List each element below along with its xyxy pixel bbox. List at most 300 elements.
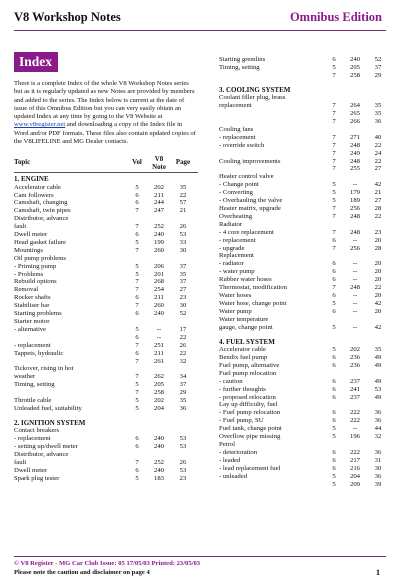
index-topic: - replacement — [14, 435, 51, 443]
intro-text-after-link: and downloading a copy of the Index file in Word and/or PDF formats. These files also contain updated copies of the V8LIFELINE and MG Dealer contacts. — [14, 121, 196, 145]
index-page: 57 — [179, 199, 187, 207]
index-note: 241 — [349, 385, 361, 393]
index-topic: Water pump — [219, 307, 252, 315]
index-page: 28 — [374, 244, 382, 252]
index-page: 32 — [374, 433, 382, 441]
index-topic: - unleaded — [219, 472, 248, 480]
index-topic: Mountings — [14, 246, 43, 254]
index-topic — [219, 118, 323, 126]
page-header — [14, 8, 386, 31]
index-note: 204 — [349, 472, 361, 480]
index-page: 30 — [179, 246, 187, 254]
index-topic: - water pump — [219, 268, 255, 276]
index-page: 37 — [374, 63, 382, 71]
index-topic: Accelerator cable — [14, 183, 61, 191]
index-note: 205 — [153, 381, 165, 389]
index-note: -- — [352, 323, 358, 331]
index-note — [345, 173, 365, 181]
index-row — [219, 189, 391, 197]
index-note: -- — [352, 268, 358, 276]
index-row — [219, 150, 391, 158]
index-topic: Starting gremlins — [219, 56, 266, 63]
index-vol — [126, 365, 148, 373]
index-row — [219, 386, 391, 394]
index-vol: 7 — [332, 149, 336, 157]
index-vol: 6 — [135, 443, 139, 451]
index-page: 53 — [179, 443, 187, 451]
index-vol: 5 — [135, 238, 139, 246]
index-row — [219, 126, 391, 134]
index-row — [14, 223, 198, 231]
index-topic: - deterioration — [219, 448, 258, 456]
index-topic: Rocker shafts — [14, 294, 51, 302]
index-note: 251 — [153, 341, 165, 349]
index-page: 37 — [179, 262, 187, 270]
index-topic: - Priming pump — [14, 262, 57, 270]
index-vol: 7 — [135, 286, 139, 294]
index-topic: Bendix fuel pump — [219, 354, 268, 361]
index-page: 36 — [374, 417, 382, 425]
index-topic: Oil pump problems — [14, 254, 67, 262]
index-page — [365, 370, 391, 378]
index-vol — [323, 173, 345, 181]
index-topic — [219, 165, 323, 173]
index-row — [14, 239, 198, 247]
index-note: 216 — [349, 464, 361, 472]
index-topic: Heater matrix, upgrade — [219, 205, 281, 212]
index-row — [14, 263, 198, 271]
index-row — [14, 381, 198, 389]
index-note: 237 — [349, 377, 361, 385]
index-page: 36 — [179, 404, 187, 412]
index-note: 240 — [349, 56, 361, 63]
index-note: 240 — [153, 467, 165, 474]
index-row — [219, 197, 391, 205]
index-row — [219, 449, 391, 457]
index-row — [219, 252, 391, 260]
index-topic: - 4 core replacement — [219, 228, 274, 236]
index-vol: 5 — [332, 181, 336, 189]
index-row — [14, 365, 198, 373]
footer-disclaimer-note: Please note the caution and disclaimer on page 4 — [14, 569, 150, 576]
index-page: 22 — [179, 349, 187, 357]
index-note: -- — [352, 276, 358, 284]
index-note: 261 — [153, 357, 165, 365]
index-row — [14, 443, 198, 451]
index-page — [365, 94, 391, 102]
index-vol: 7 — [332, 133, 336, 141]
index-row — [14, 207, 198, 215]
index-row — [219, 354, 391, 362]
index-vol: 5 — [135, 381, 139, 389]
header-divider — [14, 172, 198, 173]
index-note: 237 — [349, 393, 361, 401]
index-page: 35 — [374, 110, 382, 118]
index-topic: - radiator — [219, 260, 244, 268]
index-note — [148, 451, 170, 459]
index-note: 240 — [153, 435, 165, 443]
index-row — [14, 342, 198, 350]
index-topic — [219, 150, 323, 158]
index-vol: 7 — [332, 71, 336, 79]
index-vol: 6 — [332, 56, 336, 63]
index-page: 30 — [374, 464, 382, 472]
index-note: 211 — [154, 294, 164, 302]
index-row — [14, 184, 198, 192]
index-row — [219, 142, 391, 150]
index-page: 31 — [374, 456, 382, 464]
index-row — [14, 397, 198, 405]
col-header-topic: Topic — [14, 159, 31, 166]
index-note: 222 — [349, 448, 361, 456]
index-page: 35 — [374, 346, 382, 354]
index-vol: 6 — [332, 464, 336, 472]
index-note: 211 — [154, 191, 164, 199]
index-topic: Camshaft, twin pipes — [14, 207, 71, 215]
index-row — [219, 94, 391, 102]
index-vol: 5 — [332, 197, 336, 205]
index-page: 20 — [374, 260, 382, 268]
footer-copyright: © V8 Register - MG Car Club Issue: 05 17/05/03 Printed: 23/05/03 — [14, 560, 201, 567]
index-vol: 7 — [135, 246, 139, 254]
index-vol: 7 — [135, 357, 139, 365]
index-topic: - alternative — [14, 325, 47, 333]
index-page: 22 — [374, 284, 382, 292]
index-note: 201 — [153, 270, 165, 278]
index-row — [219, 110, 391, 118]
index-page: 36 — [374, 118, 382, 126]
index-topic: Water hoses — [219, 291, 252, 299]
index-row — [14, 231, 198, 239]
index-vol: 7 — [332, 102, 336, 110]
index-topic: - Converting — [219, 189, 253, 197]
index-topic: Head gasket failure — [14, 238, 66, 246]
index-note: 248 — [349, 284, 361, 292]
index-note: -- — [352, 236, 358, 244]
index-note: 252 — [153, 459, 165, 467]
index-page — [170, 451, 196, 459]
index-row — [14, 427, 198, 435]
index-vol — [323, 316, 345, 324]
index-row — [219, 308, 391, 316]
index-note: 236 — [349, 354, 361, 361]
index-topic: - further thoughts — [219, 385, 266, 393]
right-index-list — [219, 56, 391, 488]
index-vol: 5 — [332, 346, 336, 354]
index-row — [14, 389, 198, 397]
index-page: 26 — [179, 223, 187, 231]
index-page: 22 — [374, 141, 382, 149]
index-topic: Stabiliser bar — [14, 302, 50, 310]
index-note: 202 — [153, 397, 165, 405]
index-page: 53 — [179, 467, 187, 474]
page-number: 1 — [376, 568, 380, 577]
index-topic — [219, 110, 323, 118]
index-vol — [126, 318, 148, 326]
index-topic: Contact breakers — [14, 427, 60, 435]
index-topic: Petrol — [219, 440, 235, 448]
index-row — [219, 56, 391, 64]
index-vol: 5 — [332, 433, 336, 441]
index-note — [345, 316, 365, 324]
index-page: 22 — [179, 333, 187, 341]
index-topic: fault — [14, 223, 27, 231]
index-row — [219, 378, 391, 386]
index-row — [219, 417, 391, 425]
index-topic: Fuel pump, alternative — [219, 361, 280, 369]
index-vol: 7 — [135, 373, 139, 381]
index-vol — [323, 221, 345, 229]
index-page — [170, 255, 196, 263]
index-vol — [126, 215, 148, 223]
index-page: 49 — [374, 354, 382, 361]
index-note: 262 — [153, 373, 165, 381]
index-topic: - caution — [219, 377, 243, 385]
index-page: 22 — [374, 212, 382, 220]
index-page — [170, 318, 196, 326]
index-note: -- — [352, 307, 358, 315]
index-page: 27 — [179, 286, 187, 294]
index-note: 254 — [153, 286, 165, 294]
index-row — [14, 326, 198, 334]
index-topic — [14, 389, 126, 397]
index-row — [219, 481, 391, 489]
index-row — [219, 292, 391, 300]
index-vol: 5 — [135, 474, 139, 482]
index-page: 42 — [374, 299, 382, 307]
index-row — [14, 318, 198, 326]
index-note: 217 — [349, 456, 361, 464]
index-page: 22 — [374, 157, 382, 165]
index-page: 53 — [179, 231, 187, 239]
index-vol: 5 — [332, 299, 336, 307]
index-row — [14, 350, 198, 358]
index-topic: Fuel pump relocation — [219, 369, 277, 377]
index-vol — [126, 255, 148, 263]
index-vol: 5 — [135, 270, 139, 278]
index-row — [219, 425, 391, 433]
index-row — [14, 451, 198, 459]
index-topic: - proposed relocation — [219, 393, 276, 401]
index-page: 22 — [179, 191, 187, 199]
index-topic: - Change point — [219, 181, 259, 189]
index-note: 240 — [153, 231, 165, 239]
index-page: 53 — [374, 385, 382, 393]
index-topic — [219, 72, 323, 80]
index-vol: 7 — [332, 141, 336, 149]
index-vol: 5 — [332, 480, 336, 488]
section-heading: 4. FUEL SYSTEM — [219, 337, 275, 346]
index-vol: 6 — [135, 191, 139, 199]
index-page: 33 — [179, 238, 187, 246]
index-topic: Dwell meter — [14, 231, 48, 239]
index-row — [14, 405, 198, 413]
index-page: 26 — [179, 459, 187, 467]
header-title: V8 Workshop Notes — [14, 10, 121, 24]
index-row — [219, 300, 391, 308]
index-note: 248 — [349, 141, 361, 149]
index-vol: 7 — [332, 165, 336, 173]
index-vol: 6 — [332, 361, 336, 369]
index-note: 256 — [349, 205, 361, 212]
index-note — [148, 255, 170, 263]
index-vol: 5 — [135, 262, 139, 270]
index-row — [219, 205, 391, 213]
index-topic: Starting problems — [14, 310, 62, 318]
index-topic: Timing, setting — [219, 63, 260, 71]
index-row — [219, 465, 391, 473]
col-header-page: Page — [175, 159, 191, 166]
index-page: 21 — [179, 207, 187, 215]
index-row — [219, 284, 391, 292]
index-page: 42 — [374, 181, 382, 189]
index-page: 20 — [374, 276, 382, 284]
index-row — [219, 213, 391, 221]
index-vol: 6 — [135, 467, 139, 474]
left-index-list — [14, 174, 198, 483]
index-row — [14, 271, 198, 279]
index-vol: 7 — [332, 157, 336, 165]
index-topic: - Fuel pump, SU — [219, 417, 264, 425]
index-page: 23 — [374, 228, 382, 236]
index-page — [365, 221, 391, 229]
index-page — [365, 441, 391, 449]
index-topic — [219, 481, 323, 489]
index-page: 37 — [179, 381, 187, 389]
index-note: -- — [352, 291, 358, 299]
index-topic: - Fuel pump relocation — [219, 409, 281, 417]
index-row — [14, 215, 198, 223]
index-topic: Rubber water hoses — [219, 276, 272, 284]
index-row — [14, 358, 198, 366]
index-vol: 6 — [135, 310, 139, 318]
index-vol: 5 — [332, 425, 336, 433]
index-page: 23 — [179, 474, 187, 482]
index-topic: - override switch — [219, 141, 265, 149]
index-page: 36 — [374, 448, 382, 456]
index-page: 49 — [374, 393, 382, 401]
index-note — [345, 401, 365, 409]
index-vol: 5 — [135, 325, 139, 333]
index-vol: 5 — [332, 189, 336, 197]
index-row — [219, 473, 391, 481]
index-vol: 7 — [135, 389, 139, 397]
index-page: 39 — [374, 480, 382, 488]
index-note: 183 — [153, 474, 165, 482]
index-note — [148, 318, 170, 326]
index-row — [219, 394, 391, 402]
index-vol: 6 — [135, 199, 139, 207]
index-note: 206 — [153, 262, 165, 270]
index-topic — [14, 358, 126, 366]
index-row — [219, 173, 391, 181]
index-page: 35 — [179, 397, 187, 405]
index-note: 202 — [153, 183, 165, 191]
index-note: 255 — [349, 165, 361, 173]
index-topic: Timing, setting — [14, 381, 55, 389]
index-note — [345, 126, 365, 134]
index-note: -- — [352, 425, 358, 433]
index-page: 29 — [179, 389, 187, 397]
index-note: 199 — [153, 238, 165, 246]
index-vol — [126, 451, 148, 459]
index-page: 20 — [374, 236, 382, 244]
index-row — [219, 276, 391, 284]
index-note: 256 — [349, 244, 361, 252]
index-note: 209 — [349, 480, 361, 488]
index-vol: 5 — [135, 397, 139, 405]
index-note: 211 — [154, 349, 164, 357]
index-note: 222 — [349, 409, 361, 417]
index-page: 53 — [179, 435, 187, 443]
index-row — [219, 316, 391, 324]
index-row — [219, 134, 391, 142]
index-row — [14, 302, 198, 310]
index-note: 258 — [153, 389, 165, 397]
index-row — [219, 118, 391, 126]
index-page: 20 — [374, 268, 382, 276]
index-row — [219, 457, 391, 465]
index-page: 23 — [179, 294, 187, 302]
index-topic: Fuel tank, change point — [219, 425, 282, 433]
index-topic: - leaded — [219, 456, 241, 464]
index-page — [365, 316, 391, 324]
index-note — [345, 221, 365, 229]
index-topic: - lead replacement fuel — [219, 464, 281, 472]
index-vol: 5 — [332, 323, 336, 331]
index-vol: 6 — [332, 409, 336, 417]
index-note: 236 — [349, 361, 361, 369]
index-page — [365, 252, 391, 260]
index-row — [219, 346, 391, 354]
index-note: -- — [352, 181, 358, 189]
intro-text-before-link: There is a complete Index of the whole V8 Workshop Notes series but as it is regularly updated as new Notes are provided by members and added to the series. The Index below is current at the date of issue of this Omnibus Edition but you can very easily obtain an updated Index at any time by going to the V8 Website at — [14, 80, 195, 120]
index-note: 271 — [349, 133, 361, 141]
index-topic: Distributor, advance — [14, 215, 69, 223]
index-vol: 6 — [135, 333, 139, 341]
index-vol: 7 — [135, 341, 139, 349]
index-topic: - replacement — [219, 133, 256, 141]
index-topic: Cooling fans — [219, 125, 254, 133]
index-note: 247 — [153, 207, 165, 215]
index-note: -- — [352, 260, 358, 268]
index-row — [14, 334, 198, 342]
index-row — [219, 102, 391, 110]
index-row — [14, 199, 198, 207]
index-row — [14, 459, 198, 467]
index-note: 258 — [349, 71, 361, 79]
index-topic: Tappets, hydraulic — [14, 349, 64, 357]
index-vol — [323, 401, 345, 409]
index-vol: 6 — [332, 260, 336, 268]
section-heading: 3. COOLING SYSTEM — [219, 85, 291, 94]
index-note: 240 — [153, 443, 165, 451]
index-row — [14, 310, 198, 318]
index-row — [219, 441, 391, 449]
index-note: 205 — [349, 63, 361, 71]
index-row — [219, 324, 391, 332]
website-link[interactable]: www.v8register.net — [14, 121, 66, 129]
index-note: 244 — [153, 199, 165, 207]
index-page: 49 — [374, 361, 382, 369]
index-vol: 6 — [332, 385, 336, 393]
index-page: 30 — [179, 302, 187, 310]
index-topic: Unleaded fuel, suitability — [14, 404, 82, 412]
index-topic: - replacement — [219, 236, 256, 244]
index-row — [14, 255, 198, 263]
index-page: 36 — [374, 409, 382, 417]
index-page: 40 — [374, 133, 382, 141]
